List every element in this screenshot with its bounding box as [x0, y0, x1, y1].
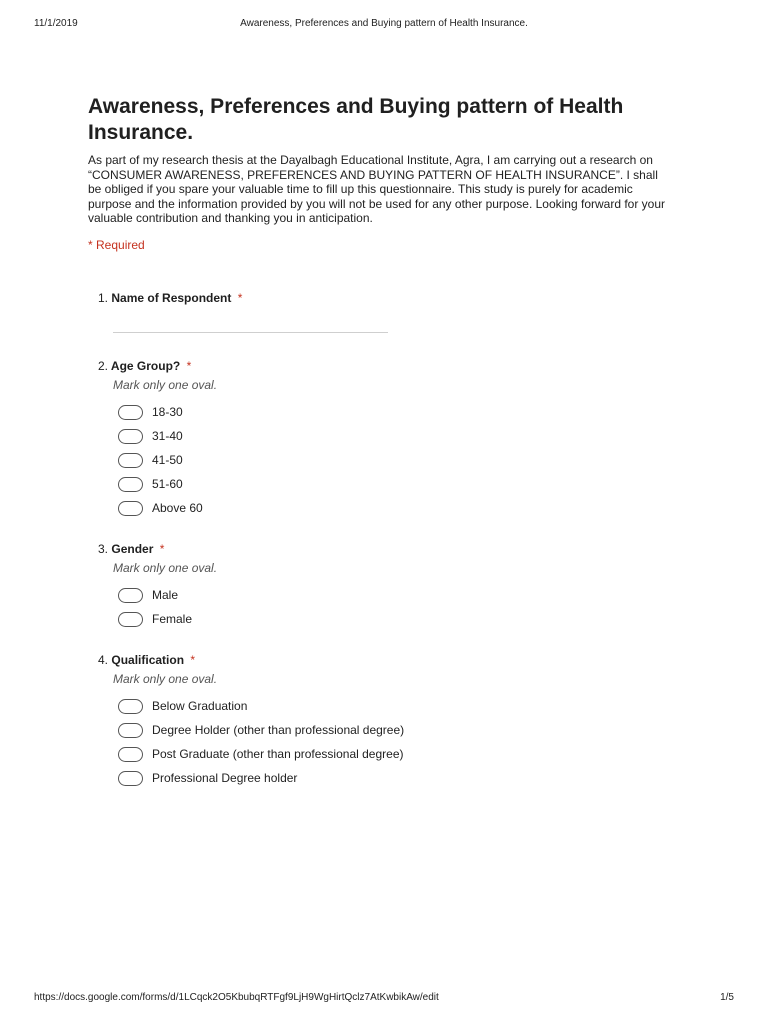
- required-asterisk: *: [186, 359, 192, 373]
- radio-oval[interactable]: [118, 477, 143, 492]
- question-title: [98, 652, 658, 668]
- option-label: Post Graduate (other than professional degree): [152, 747, 404, 761]
- page-number: 1/5: [720, 992, 734, 1003]
- print-date: 11/1/2019: [34, 18, 78, 29]
- question-hint: Mark only one oval.: [113, 672, 218, 686]
- radio-oval[interactable]: [118, 747, 143, 762]
- qualification-option[interactable]: [118, 694, 658, 718]
- option-label: Female: [152, 612, 193, 626]
- question-name-of-respondent: [98, 290, 658, 306]
- print-footer: [0, 992, 768, 1006]
- question-label: Gender: [111, 542, 154, 556]
- radio-oval[interactable]: [118, 501, 143, 516]
- option-label: 41-50: [152, 453, 183, 467]
- option-label: Below Graduation: [152, 699, 248, 713]
- qualification-options: [118, 694, 658, 790]
- radio-oval[interactable]: [118, 612, 143, 627]
- radio-oval[interactable]: [118, 588, 143, 603]
- question-number: 2.: [98, 359, 109, 373]
- radio-oval[interactable]: [118, 771, 143, 786]
- question-gender: [98, 541, 658, 631]
- age-group-options: [118, 400, 658, 520]
- print-url: https://docs.google.com/forms/d/1LCqck2O5KbubqRTFgf9LjH9WgHirtQclz7AtKwbikAw/edit: [34, 992, 439, 1003]
- name-of-respondent-input[interactable]: [113, 332, 388, 333]
- question-number: 3.: [98, 542, 109, 556]
- required-asterisk: *: [190, 653, 196, 667]
- question-hint: Mark only one oval.: [113, 561, 218, 575]
- age-group-option[interactable]: [118, 424, 658, 448]
- required-asterisk: *: [237, 291, 243, 305]
- qualification-option[interactable]: [118, 718, 658, 742]
- radio-oval[interactable]: [118, 429, 143, 444]
- qualification-option[interactable]: [118, 742, 658, 766]
- question-hint: Mark only one oval.: [113, 378, 218, 392]
- form-description: As part of my research thesis at the Dayalbagh Educational Institute, Agra, I am carrying out a research on “CONSUMER AWARENESS, PREFERENCES AND BUYING PATTERN OF HEALTH INSURANCE”. I shall be obliged if you spare your valuable time to fill up this questionnaire. This study is purely for academic purpose and the information provided by you will not be used for any other purpose. Looking forward for your valuable contribution and thanking you in anticipation.: [88, 153, 666, 225]
- age-group-option[interactable]: [118, 448, 658, 472]
- print-doc-title: Awareness, Preferences and Buying pattern of Health Insurance.: [240, 18, 528, 29]
- gender-option[interactable]: [118, 583, 658, 607]
- option-label: Above 60: [152, 501, 203, 515]
- question-qualification: [98, 652, 658, 790]
- question-number: 4.: [98, 653, 109, 667]
- form-title: Awareness, Preferences and Buying pattern of Health Insurance.: [88, 95, 624, 144]
- gender-options: [118, 583, 658, 631]
- option-label: Degree Holder (other than professional degree): [152, 723, 405, 737]
- option-label: Professional Degree holder: [152, 771, 298, 785]
- question-number: 1.: [98, 291, 109, 305]
- radio-oval[interactable]: [118, 405, 143, 420]
- question-label: Name of Respondent: [111, 291, 232, 305]
- gender-option[interactable]: [118, 607, 658, 631]
- option-label: Male: [152, 588, 179, 602]
- required-note: * Required: [88, 238, 145, 252]
- age-group-option[interactable]: [118, 496, 658, 520]
- question-label: Qualification: [111, 653, 185, 667]
- question-title: [98, 290, 658, 306]
- qualification-option[interactable]: [118, 766, 658, 790]
- option-label: 31-40: [152, 429, 183, 443]
- option-label: 51-60: [152, 477, 183, 491]
- question-title: [98, 358, 658, 374]
- radio-oval[interactable]: [118, 723, 143, 738]
- question-title: [98, 541, 658, 557]
- question-age-group: [98, 358, 658, 520]
- radio-oval[interactable]: [118, 453, 143, 468]
- radio-oval[interactable]: [118, 699, 143, 714]
- age-group-option[interactable]: [118, 472, 658, 496]
- required-asterisk: *: [159, 542, 165, 556]
- question-label: Age Group?: [110, 359, 181, 373]
- print-header: [0, 18, 768, 32]
- age-group-option[interactable]: [118, 400, 658, 424]
- option-label: 18-30: [152, 405, 183, 419]
